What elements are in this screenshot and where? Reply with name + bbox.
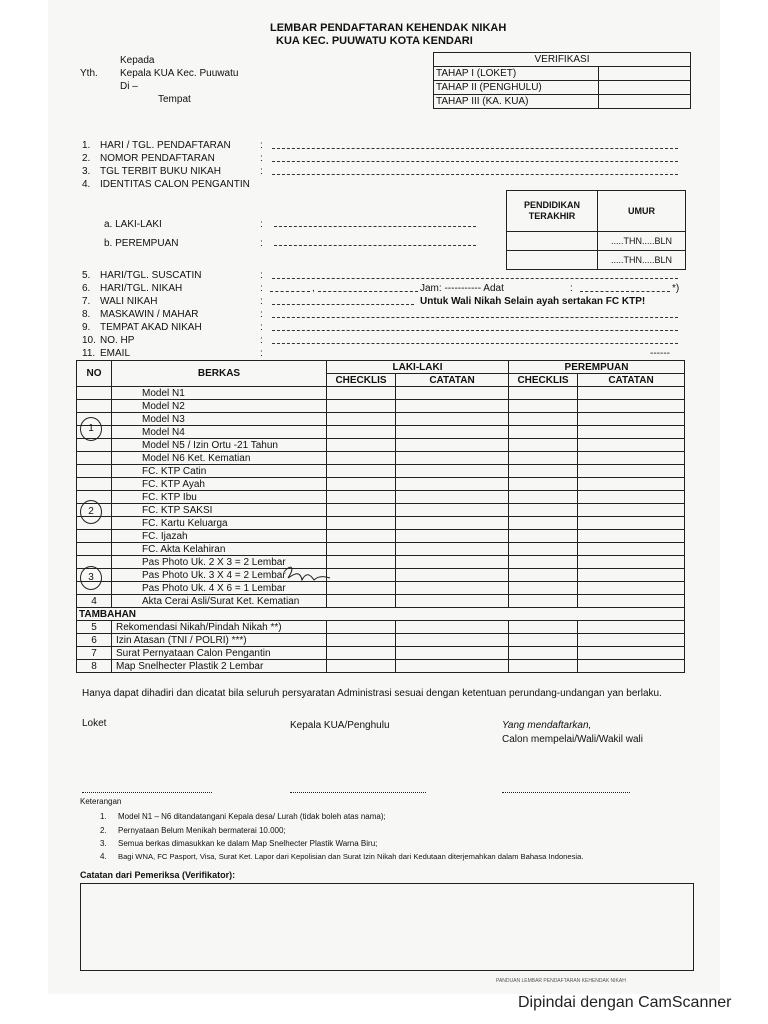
catatan-cell[interactable] bbox=[396, 569, 509, 582]
pendidikan-header: PENDIDIKAN TERAKHIR bbox=[507, 191, 598, 232]
field-line[interactable] bbox=[272, 278, 678, 279]
field-no: 5. bbox=[82, 270, 91, 281]
table-row bbox=[77, 400, 685, 413]
checklis-cell[interactable] bbox=[509, 504, 578, 517]
table-row bbox=[77, 452, 685, 465]
field-label: WALI NIKAH bbox=[100, 296, 158, 307]
group-number-circle: 3 bbox=[80, 566, 102, 590]
checklis-cell[interactable] bbox=[327, 452, 396, 465]
form-title-line1: LEMBAR PENDAFTARAN KEHENDAK NIKAH bbox=[270, 22, 507, 34]
catatan-cell[interactable] bbox=[396, 491, 509, 504]
catatan-cell[interactable] bbox=[396, 530, 509, 543]
catatan-cell[interactable] bbox=[578, 569, 685, 582]
checklis-cell[interactable] bbox=[327, 543, 396, 556]
field-colon: : bbox=[260, 270, 263, 281]
field-no: 1. bbox=[82, 140, 91, 151]
th-catatan: CATATAN bbox=[578, 374, 685, 387]
row-berkas: Model N1 bbox=[112, 387, 327, 400]
table-row bbox=[77, 387, 685, 400]
checklis-cell[interactable] bbox=[509, 634, 578, 647]
th-no: NO bbox=[77, 361, 112, 387]
th-perempuan: PEREMPUAN bbox=[509, 361, 685, 374]
table-row bbox=[77, 621, 685, 634]
checklis-cell[interactable] bbox=[327, 517, 396, 530]
checklis-cell[interactable] bbox=[327, 647, 396, 660]
checklis-cell[interactable] bbox=[509, 582, 578, 595]
checklis-cell[interactable] bbox=[327, 504, 396, 517]
th-berkas: BERKAS bbox=[112, 361, 327, 387]
camscanner-watermark: Dipindai dengan CamScanner bbox=[518, 994, 732, 1011]
catatan-cell[interactable] bbox=[578, 491, 685, 504]
row-berkas: FC. KTP Ibu bbox=[112, 491, 327, 504]
table-row bbox=[77, 660, 685, 673]
address-kepala: Kepala KUA Kec. Puuwatu bbox=[120, 68, 239, 79]
berkas-body bbox=[77, 387, 685, 608]
footer-small-text: PANDUAN LEMBAR PENDAFTARAN KEHENDAK NIKAH bbox=[496, 978, 626, 984]
field-label: HARI/TGL. SUSCATIN bbox=[100, 270, 202, 281]
row-berkas: FC. Akta Kelahiran bbox=[112, 543, 327, 556]
pendidikan-cell[interactable] bbox=[507, 232, 598, 251]
catatan-cell[interactable] bbox=[578, 387, 685, 400]
catatan-cell[interactable] bbox=[396, 634, 509, 647]
field-line[interactable] bbox=[272, 161, 678, 162]
identitas-laki: a. LAKI-LAKI bbox=[104, 219, 162, 230]
checklis-cell[interactable] bbox=[509, 491, 578, 504]
field-colon: : bbox=[260, 296, 263, 307]
field-no: 8. bbox=[82, 309, 91, 320]
berkas-table bbox=[76, 360, 685, 673]
table-row bbox=[77, 426, 685, 439]
field-line[interactable] bbox=[272, 304, 414, 305]
checklis-cell[interactable] bbox=[509, 621, 578, 634]
field-line[interactable] bbox=[272, 343, 678, 344]
row-no bbox=[77, 478, 112, 491]
keterangan-item: Semua berkas dimasukkan ke dalam Map Snelhecter Plastik Warna Biru; bbox=[118, 839, 378, 848]
row6-jam: Jam: ----------- Adat bbox=[420, 283, 504, 294]
field-label: TGL TERBIT BUKU NIKAH bbox=[100, 166, 221, 177]
field-label: HARI/TGL. NIKAH bbox=[100, 283, 183, 294]
row-no bbox=[77, 543, 112, 556]
field-label: MASKAWIN / MAHAR bbox=[100, 309, 199, 320]
group-number-circle: 1 bbox=[80, 417, 102, 441]
table-row bbox=[77, 517, 685, 530]
catatan-cell[interactable] bbox=[396, 582, 509, 595]
catatan-cell[interactable] bbox=[396, 660, 509, 673]
field-no: 9. bbox=[82, 322, 91, 333]
row-no: 8 bbox=[77, 660, 112, 673]
catatan-cell[interactable] bbox=[578, 634, 685, 647]
form-title-line2: KUA KEC. PUUWATU KOTA KENDARI bbox=[276, 35, 473, 47]
table-row bbox=[77, 413, 685, 426]
checklis-cell[interactable] bbox=[327, 660, 396, 673]
field-label: IDENTITAS CALON PENGANTIN bbox=[100, 179, 250, 190]
catatan-cell[interactable] bbox=[396, 387, 509, 400]
checklis-cell[interactable] bbox=[509, 530, 578, 543]
checklis-cell[interactable] bbox=[327, 530, 396, 543]
catatan-cell[interactable] bbox=[578, 517, 685, 530]
catatan-cell[interactable] bbox=[396, 400, 509, 413]
catatan-cell[interactable] bbox=[578, 582, 685, 595]
keterangan-no: 4. bbox=[100, 852, 107, 861]
verifikasi-row: TAHAP II (PENGHULU) bbox=[434, 81, 599, 95]
checklis-cell[interactable] bbox=[327, 400, 396, 413]
row-berkas: FC. Ijazah bbox=[112, 530, 327, 543]
field-no: 3. bbox=[82, 166, 91, 177]
field-label: TEMPAT AKAD NIKAH bbox=[100, 322, 202, 333]
table-row bbox=[77, 582, 685, 595]
verifikasi-cell[interactable] bbox=[599, 81, 691, 95]
catatan-cell[interactable] bbox=[578, 400, 685, 413]
keterangan-item: Bagi WNA, FC Pasport, Visa, Surat Ket. Lapor dari Kepolisian dan Surat Izin Nikah dari Kedutaan diterjemahkan dalam Bahasa Indonesia. bbox=[118, 852, 584, 861]
row-berkas: Pas Photo Uk. 3 X 4 = 2 Lembar bbox=[112, 569, 327, 582]
catatan-cell[interactable] bbox=[578, 439, 685, 452]
identitas-table bbox=[506, 190, 686, 270]
handwritten-signature bbox=[280, 560, 340, 590]
row6-close: *) bbox=[672, 283, 680, 294]
identitas-perempuan: b. PEREMPUAN bbox=[104, 238, 179, 249]
address-tempat: Tempat bbox=[158, 94, 191, 105]
catatan-cell[interactable] bbox=[396, 504, 509, 517]
catatan-title: Catatan dari Pemeriksa (Verifikator): bbox=[80, 870, 236, 880]
umur-cell[interactable]: .....THN.....BLN bbox=[598, 251, 686, 270]
row-berkas: FC. Kartu Keluarga bbox=[112, 517, 327, 530]
address-kepada: Kepada bbox=[120, 55, 155, 66]
table-row bbox=[77, 543, 685, 556]
table-row bbox=[77, 634, 685, 647]
catatan-cell[interactable] bbox=[396, 595, 509, 608]
checklis-cell[interactable] bbox=[509, 660, 578, 673]
catatan-cell[interactable] bbox=[578, 660, 685, 673]
field-line[interactable] bbox=[272, 317, 678, 318]
catatan-cell[interactable] bbox=[396, 452, 509, 465]
umur-cell[interactable]: .....THN.....BLN bbox=[598, 232, 686, 251]
field-colon: : bbox=[260, 309, 263, 320]
catatan-cell[interactable] bbox=[396, 543, 509, 556]
laki-name-line[interactable] bbox=[274, 226, 476, 227]
th-laki: LAKI-LAKI bbox=[327, 361, 509, 374]
pendidikan-cell[interactable] bbox=[507, 251, 598, 270]
catatan-cell[interactable] bbox=[396, 556, 509, 569]
table-row bbox=[77, 478, 685, 491]
row-no: 5 bbox=[77, 621, 112, 634]
field-colon: : bbox=[260, 335, 263, 346]
verifikasi-cell[interactable] bbox=[599, 95, 691, 109]
field-line[interactable] bbox=[580, 291, 670, 292]
sig-yang: Yang mendaftarkan, bbox=[502, 720, 592, 731]
catatan-cell[interactable] bbox=[578, 478, 685, 491]
table-row bbox=[77, 556, 685, 569]
checklis-cell[interactable] bbox=[509, 517, 578, 530]
checklis-cell[interactable] bbox=[509, 413, 578, 426]
row6-comma: , bbox=[312, 283, 315, 294]
th-checklis: CHECKLIS bbox=[509, 374, 578, 387]
checklis-cell[interactable] bbox=[509, 452, 578, 465]
address-di: Di – bbox=[120, 81, 138, 92]
checklis-cell[interactable] bbox=[327, 478, 396, 491]
field-no: 2. bbox=[82, 153, 91, 164]
checklis-cell[interactable] bbox=[509, 647, 578, 660]
keterangan-item: Pernyataan Belum Menikah bermaterai 10.000; bbox=[118, 826, 286, 835]
catatan-cell[interactable] bbox=[396, 413, 509, 426]
checklis-cell[interactable] bbox=[327, 387, 396, 400]
wali-note: Untuk Wali Nikah Selain ayah sertakan FC KTP! bbox=[420, 296, 646, 307]
keterangan-no: 1. bbox=[100, 812, 107, 821]
row-no bbox=[77, 452, 112, 465]
checklis-cell[interactable] bbox=[327, 465, 396, 478]
checklis-cell[interactable] bbox=[327, 621, 396, 634]
verifikasi-row: TAHAP I (LOKET) bbox=[434, 67, 599, 81]
table-row bbox=[77, 465, 685, 478]
catatan-cell[interactable] bbox=[578, 556, 685, 569]
row-berkas: Surat Pernyataan Calon Pengantin bbox=[112, 647, 327, 660]
row-berkas: Model N4 bbox=[112, 426, 327, 439]
checklis-cell[interactable] bbox=[327, 439, 396, 452]
catatan-cell[interactable] bbox=[578, 426, 685, 439]
sig-line-pendaftar[interactable] bbox=[502, 792, 630, 793]
sig-loket: Loket bbox=[82, 718, 107, 729]
verifikasi-row: TAHAP III (KA. KUA) bbox=[434, 95, 599, 109]
sig-line-kepala[interactable] bbox=[290, 792, 426, 793]
field-colon: : bbox=[260, 322, 263, 333]
umur-header: UMUR bbox=[598, 191, 686, 232]
tambahan-header: TAMBAHAN bbox=[77, 608, 685, 621]
row-no bbox=[77, 465, 112, 478]
catatan-cell[interactable] bbox=[578, 413, 685, 426]
catatan-cell[interactable] bbox=[396, 517, 509, 530]
row-berkas: Izin Atasan (TNI / POLRI) ***) bbox=[112, 634, 327, 647]
checklis-cell[interactable] bbox=[509, 569, 578, 582]
table-row bbox=[77, 530, 685, 543]
catatan-cell[interactable] bbox=[396, 426, 509, 439]
catatan-cell[interactable] bbox=[396, 439, 509, 452]
row-berkas: Model N3 bbox=[112, 413, 327, 426]
field-colon: : bbox=[260, 348, 263, 359]
row-berkas: Model N6 Ket. Kematian bbox=[112, 452, 327, 465]
row-berkas: Map Snelhecter Plastik 2 Lembar bbox=[112, 660, 327, 673]
row-no: 7 bbox=[77, 647, 112, 660]
table-row bbox=[77, 647, 685, 660]
keterangan-title: Keterangan bbox=[80, 797, 122, 806]
perempuan-name-line[interactable] bbox=[274, 245, 476, 246]
checklis-cell[interactable] bbox=[327, 491, 396, 504]
field-colon: : bbox=[260, 166, 263, 177]
catatan-cell[interactable] bbox=[396, 478, 509, 491]
checklis-cell[interactable] bbox=[509, 465, 578, 478]
row-no: 6 bbox=[77, 634, 112, 647]
row-berkas: FC. KTP Ayah bbox=[112, 478, 327, 491]
catatan-cell[interactable] bbox=[578, 543, 685, 556]
catatan-cell[interactable] bbox=[578, 530, 685, 543]
field-line[interactable] bbox=[272, 174, 678, 175]
catatan-box[interactable] bbox=[80, 883, 694, 971]
field-line[interactable] bbox=[272, 148, 678, 149]
row-berkas: FC. KTP SAKSI bbox=[112, 504, 327, 517]
catatan-cell[interactable] bbox=[578, 595, 685, 608]
row-berkas: Rekomendasi Nikah/Pindah Nikah **) bbox=[112, 621, 327, 634]
checklis-cell[interactable] bbox=[509, 556, 578, 569]
row-no bbox=[77, 530, 112, 543]
catatan-cell[interactable] bbox=[578, 647, 685, 660]
checklis-cell[interactable] bbox=[327, 634, 396, 647]
catatan-cell[interactable] bbox=[578, 621, 685, 634]
row-no bbox=[77, 387, 112, 400]
sig-calon: Calon mempelai/Wali/Wakil wali bbox=[502, 734, 643, 745]
row-berkas: Akta Cerai Asli/Surat Ket. Kematian bbox=[112, 595, 327, 608]
field-label: HARI / TGL. PENDAFTARAN bbox=[100, 140, 231, 151]
th-checklis: CHECKLIS bbox=[327, 374, 396, 387]
catatan-cell[interactable] bbox=[578, 465, 685, 478]
field-label: EMAIL bbox=[100, 348, 131, 359]
row-berkas: Model N2 bbox=[112, 400, 327, 413]
row-no bbox=[77, 400, 112, 413]
sig-kepala: Kepala KUA/Penghulu bbox=[290, 720, 390, 731]
group-number-circle: 2 bbox=[80, 500, 102, 524]
checklis-cell[interactable] bbox=[509, 478, 578, 491]
th-catatan: CATATAN bbox=[396, 374, 509, 387]
field-no: 10. bbox=[82, 335, 96, 346]
table-row bbox=[77, 439, 685, 452]
field-label: NO. HP bbox=[100, 335, 135, 346]
field-line[interactable] bbox=[318, 291, 418, 292]
row6-colon: : bbox=[570, 283, 573, 294]
tambahan-body bbox=[77, 621, 685, 673]
keterangan-no: 3. bbox=[100, 839, 107, 848]
verifikasi-cell[interactable] bbox=[599, 67, 691, 81]
field-no: 7. bbox=[82, 296, 91, 307]
catatan-cell[interactable] bbox=[396, 465, 509, 478]
field-colon: : bbox=[260, 153, 263, 164]
field-colon: : bbox=[260, 238, 263, 249]
field-no: 11. bbox=[82, 348, 96, 359]
checklis-cell[interactable] bbox=[509, 400, 578, 413]
statement-text: Hanya dapat dihadiri dan dicatat bila seluruh persyaratan Administrasi sesuai dengan ketentuan perundang-undangan yan berlaku. bbox=[82, 688, 662, 699]
field-line[interactable] bbox=[272, 330, 678, 331]
table-row bbox=[77, 595, 685, 608]
field-colon: : bbox=[260, 140, 263, 151]
field-colon: : bbox=[260, 219, 263, 230]
catatan-cell[interactable] bbox=[396, 647, 509, 660]
row-berkas: Model N5 / Izin Ortu -21 Tahun bbox=[112, 439, 327, 452]
verifikasi-header: VERIFIKASI bbox=[434, 53, 691, 67]
address-yth: Yth. bbox=[80, 68, 98, 79]
table-row bbox=[77, 504, 685, 517]
row-no: 4 bbox=[77, 595, 112, 608]
catatan-cell[interactable] bbox=[578, 504, 685, 517]
checklis-cell[interactable] bbox=[327, 595, 396, 608]
catatan-cell[interactable] bbox=[578, 452, 685, 465]
field-no: 6. bbox=[82, 283, 91, 294]
table-row bbox=[77, 491, 685, 504]
checklis-cell[interactable] bbox=[509, 387, 578, 400]
keterangan-no: 2. bbox=[100, 826, 107, 835]
checklis-cell[interactable] bbox=[509, 595, 578, 608]
sig-line-loket[interactable] bbox=[82, 792, 212, 793]
row-berkas: Pas Photo Uk. 2 X 3 = 2 Lembar bbox=[112, 556, 327, 569]
verifikasi-table bbox=[433, 52, 691, 109]
row-berkas: Pas Photo Uk. 4 X 6 = 1 Lembar bbox=[112, 582, 327, 595]
catatan-cell[interactable] bbox=[396, 621, 509, 634]
field-line[interactable] bbox=[270, 291, 310, 292]
field-label: NOMOR PENDAFTARAN bbox=[100, 153, 215, 164]
checklis-cell[interactable] bbox=[327, 426, 396, 439]
checklis-cell[interactable] bbox=[327, 413, 396, 426]
checklis-cell[interactable] bbox=[509, 439, 578, 452]
checklis-cell[interactable] bbox=[509, 426, 578, 439]
field-colon: : bbox=[260, 283, 263, 294]
email-tail: ------ bbox=[650, 348, 670, 359]
table-row bbox=[77, 569, 685, 582]
row-berkas: FC. KTP Catin bbox=[112, 465, 327, 478]
keterangan-item: Model N1 – N6 ditandatangani Kepala desa/ Lurah (tidak boleh atas nama); bbox=[118, 812, 386, 821]
checklis-cell[interactable] bbox=[509, 543, 578, 556]
field-no: 4. bbox=[82, 179, 91, 190]
